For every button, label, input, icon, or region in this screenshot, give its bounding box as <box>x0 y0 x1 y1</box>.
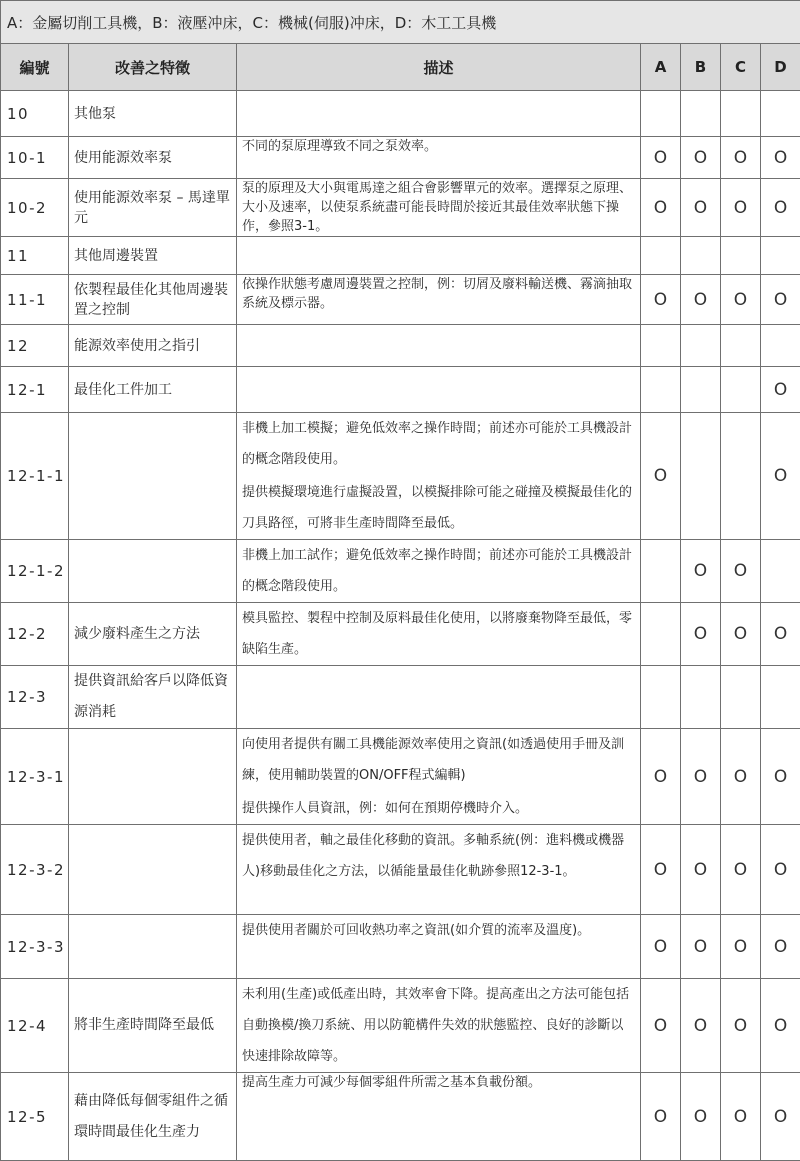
row-number: 12-1-2 <box>1 540 69 603</box>
row-feature: 依製程最佳化其他周邊裝置之控制 <box>69 275 237 325</box>
mark-cell-d <box>761 915 800 979</box>
row-description <box>237 91 641 137</box>
table-caption-row <box>1 1 800 44</box>
row-number: 12-3-2 <box>1 825 69 915</box>
mark-cell-d <box>761 137 800 179</box>
mark-cell-c <box>721 603 761 666</box>
mark-cell-b <box>681 367 721 413</box>
mark-cell-d <box>761 603 800 666</box>
row-description <box>237 979 641 1073</box>
row-feature <box>69 413 237 540</box>
row-number: 12-1-1 <box>1 413 69 540</box>
header-a: A <box>641 44 681 91</box>
circle-mark-icon: O <box>734 148 747 168</box>
circle-mark-icon: O <box>774 937 787 957</box>
mark-cell-c <box>721 91 761 137</box>
mark-cell-b <box>681 237 721 275</box>
row-feature: 提供資訊給客戶以降低資源消耗 <box>69 666 237 729</box>
header-no: 編號 <box>1 44 69 91</box>
circle-mark-icon: O <box>774 767 787 787</box>
header-d: D <box>761 44 800 91</box>
mark-cell-d <box>761 979 800 1073</box>
mark-cell-c <box>721 540 761 603</box>
description-paragraph: 提供使用者關於可回收熱功率之資訊(如介質的流率及溫度)。 <box>242 915 635 946</box>
table-row <box>1 979 800 1073</box>
row-feature: 其他周邊裝置 <box>69 237 237 275</box>
circle-mark-icon: O <box>694 561 707 581</box>
mark-cell-c <box>721 666 761 729</box>
row-number: 11 <box>1 237 69 275</box>
row-description <box>237 603 641 666</box>
circle-mark-icon: O <box>774 466 787 486</box>
mark-cell-b <box>681 325 721 367</box>
circle-mark-icon: O <box>734 624 747 644</box>
table-row <box>1 325 800 367</box>
mark-cell-a <box>641 367 681 413</box>
mark-cell-b <box>681 1073 721 1161</box>
row-feature <box>69 540 237 603</box>
row-number: 10-1 <box>1 137 69 179</box>
header-b: B <box>681 44 721 91</box>
table-row <box>1 729 800 825</box>
row-description <box>237 237 641 275</box>
header-c: C <box>721 44 761 91</box>
circle-mark-icon: O <box>654 198 667 218</box>
row-number: 10-2 <box>1 179 69 237</box>
mark-cell-d <box>761 413 800 540</box>
description-paragraph: 依操作狀態考慮周邊裝置之控制，例：切屑及廢料輸送機、霧滴抽取系統及標示器。 <box>242 275 635 313</box>
row-number: 12-2 <box>1 603 69 666</box>
row-feature <box>69 915 237 979</box>
mark-cell-b <box>681 729 721 825</box>
mark-cell-c <box>721 237 761 275</box>
row-description <box>237 275 641 325</box>
row-description <box>237 1073 641 1161</box>
circle-mark-icon: O <box>734 937 747 957</box>
mark-cell-b <box>681 915 721 979</box>
circle-mark-icon: O <box>654 937 667 957</box>
header-feature: 改善之特徵 <box>69 44 237 91</box>
table-row <box>1 275 800 325</box>
circle-mark-icon: O <box>734 561 747 581</box>
description-paragraph: 提供模擬環境進行虛擬設置，以模擬排除可能之碰撞及模擬最佳化的刀具路徑，可將非生產時間降至最低。 <box>242 477 635 539</box>
row-number: 12-3 <box>1 666 69 729</box>
mark-cell-c <box>721 1073 761 1161</box>
table-row <box>1 666 800 729</box>
circle-mark-icon: O <box>774 148 787 168</box>
table-row <box>1 915 800 979</box>
table-row <box>1 179 800 237</box>
row-description <box>237 540 641 603</box>
mark-cell-b <box>681 979 721 1073</box>
row-feature <box>69 825 237 915</box>
row-number: 12-3-3 <box>1 915 69 979</box>
circle-mark-icon: O <box>734 290 747 310</box>
mark-cell-a <box>641 325 681 367</box>
mark-cell-d <box>761 825 800 915</box>
circle-mark-icon: O <box>734 860 747 880</box>
mark-cell-a <box>641 915 681 979</box>
table-row <box>1 237 800 275</box>
description-paragraph: 模具監控、製程中控制及原料最佳化使用，以將廢棄物降至最低，零缺陷生產。 <box>242 603 635 665</box>
circle-mark-icon: O <box>654 767 667 787</box>
mark-cell-b <box>681 91 721 137</box>
mark-cell-b <box>681 275 721 325</box>
description-paragraph: 不同的泵原理導致不同之泵效率。 <box>242 137 635 156</box>
mark-cell-d <box>761 540 800 603</box>
mark-cell-b <box>681 179 721 237</box>
mark-cell-d <box>761 367 800 413</box>
circle-mark-icon: O <box>654 1107 667 1127</box>
row-feature: 減少廢料產生之方法 <box>69 603 237 666</box>
circle-mark-icon: O <box>694 290 707 310</box>
description-paragraph: 提供操作人員資訊，例：如何在預期停機時介入。 <box>242 793 635 824</box>
mark-cell-b <box>681 666 721 729</box>
row-number: 12 <box>1 325 69 367</box>
mark-cell-c <box>721 825 761 915</box>
row-description <box>237 325 641 367</box>
circle-mark-icon: O <box>774 1016 787 1036</box>
circle-mark-icon: O <box>774 290 787 310</box>
description-paragraph: 提供使用者，軸之最佳化移動的資訊。多軸系統(例：進料機或機器人)移動最佳化之方法，以循能量最佳化軌跡參照12-3-1。 <box>242 825 635 887</box>
table-header-row <box>1 44 800 91</box>
header-desc: 描述 <box>237 44 641 91</box>
mark-cell-a <box>641 179 681 237</box>
row-description <box>237 915 641 979</box>
mark-cell-a <box>641 979 681 1073</box>
row-feature <box>69 729 237 825</box>
circle-mark-icon: O <box>654 148 667 168</box>
row-description <box>237 729 641 825</box>
row-number: 10 <box>1 91 69 137</box>
circle-mark-icon: O <box>654 290 667 310</box>
row-feature: 藉由降低每個零組件之循環時間最佳化生產力 <box>69 1073 237 1161</box>
row-description <box>237 367 641 413</box>
mark-cell-d <box>761 91 800 137</box>
mark-cell-d <box>761 666 800 729</box>
table-row <box>1 1073 800 1161</box>
mark-cell-c <box>721 979 761 1073</box>
mark-cell-d <box>761 325 800 367</box>
mark-cell-d <box>761 179 800 237</box>
table-row <box>1 137 800 179</box>
circle-mark-icon: O <box>694 624 707 644</box>
table-caption: A：金屬切削工具機，B：液壓冲床，C：機械(伺服)冲床，D：木工工具機 <box>1 1 800 44</box>
circle-mark-icon: O <box>734 198 747 218</box>
mark-cell-d <box>761 1073 800 1161</box>
table-row <box>1 367 800 413</box>
mark-cell-c <box>721 413 761 540</box>
description-paragraph: 非機上加工試作；避免低效率之操作時間；前述亦可能於工具機設計的概念階段使用。 <box>242 540 635 602</box>
circle-mark-icon: O <box>774 380 787 400</box>
circle-mark-icon: O <box>774 1107 787 1127</box>
mark-cell-a <box>641 540 681 603</box>
mark-cell-b <box>681 603 721 666</box>
row-description <box>237 666 641 729</box>
row-feature: 其他泵 <box>69 91 237 137</box>
mark-cell-d <box>761 729 800 825</box>
circle-mark-icon: O <box>734 1016 747 1036</box>
row-feature: 使用能源效率泵 <box>69 137 237 179</box>
description-paragraph: 向使用者提供有關工具機能源效率使用之資訊(如透過使用手冊及訓練，使用輔助裝置的ON/OFF程式編輯) <box>242 729 635 791</box>
mark-cell-a <box>641 825 681 915</box>
circle-mark-icon: O <box>774 624 787 644</box>
mark-cell-c <box>721 275 761 325</box>
row-feature: 將非生產時間降至最低 <box>69 979 237 1073</box>
mark-cell-c <box>721 325 761 367</box>
row-description <box>237 137 641 179</box>
row-description <box>237 179 641 237</box>
mark-cell-b <box>681 137 721 179</box>
circle-mark-icon: O <box>694 937 707 957</box>
mark-cell-c <box>721 915 761 979</box>
mark-cell-d <box>761 275 800 325</box>
mark-cell-a <box>641 237 681 275</box>
circle-mark-icon: O <box>774 198 787 218</box>
mark-cell-b <box>681 540 721 603</box>
circle-mark-icon: O <box>774 860 787 880</box>
mark-cell-a <box>641 413 681 540</box>
circle-mark-icon: O <box>734 767 747 787</box>
mark-cell-c <box>721 367 761 413</box>
mark-cell-c <box>721 179 761 237</box>
table-row <box>1 540 800 603</box>
circle-mark-icon: O <box>694 1107 707 1127</box>
row-feature: 最佳化工件加工 <box>69 367 237 413</box>
row-number: 11-1 <box>1 275 69 325</box>
circle-mark-icon: O <box>734 1107 747 1127</box>
mark-cell-b <box>681 825 721 915</box>
description-paragraph: 未利用(生產)或低產出時，其效率會下降。提高產出之方法可能包括自動換模/換刀系統、用以防範構件失效的狀態監控、良好的診斷以快速排除故障等。 <box>242 979 635 1072</box>
row-number: 12-3-1 <box>1 729 69 825</box>
mark-cell-c <box>721 729 761 825</box>
mark-cell-b <box>681 413 721 540</box>
mark-cell-a <box>641 137 681 179</box>
mark-cell-a <box>641 729 681 825</box>
circle-mark-icon: O <box>694 198 707 218</box>
circle-mark-icon: O <box>694 1016 707 1036</box>
table-row <box>1 91 800 137</box>
mark-cell-c <box>721 137 761 179</box>
mark-cell-a <box>641 275 681 325</box>
circle-mark-icon: O <box>694 767 707 787</box>
circle-mark-icon: O <box>654 1016 667 1036</box>
circle-mark-icon: O <box>694 860 707 880</box>
table-row <box>1 825 800 915</box>
mark-cell-a <box>641 666 681 729</box>
row-number: 12-1 <box>1 367 69 413</box>
mark-cell-a <box>641 1073 681 1161</box>
circle-mark-icon: O <box>654 860 667 880</box>
row-description <box>237 413 641 540</box>
row-number: 12-5 <box>1 1073 69 1161</box>
mark-cell-d <box>761 237 800 275</box>
row-description <box>237 825 641 915</box>
mark-cell-a <box>641 603 681 666</box>
description-paragraph: 提高生產力可減少每個零組件所需之基本負載份額。 <box>242 1073 635 1092</box>
description-paragraph: 泵的原理及大小與電馬達之組合會影響單元的效率。選擇泵之原理、大小及速率，以使泵系統盡可能長時間於接近其最佳效率狀態下操作，參照3-1。 <box>242 179 635 236</box>
circle-mark-icon: O <box>654 466 667 486</box>
mark-cell-a <box>641 91 681 137</box>
row-feature: 能源效率使用之指引 <box>69 325 237 367</box>
row-feature: 使用能源效率泵 – 馬達單元 <box>69 179 237 237</box>
circle-mark-icon: O <box>694 148 707 168</box>
table-row <box>1 603 800 666</box>
table-row <box>1 413 800 540</box>
description-paragraph: 非機上加工模擬；避免低效率之操作時間；前述亦可能於工具機設計的概念階段使用。 <box>242 413 635 475</box>
row-number: 12-4 <box>1 979 69 1073</box>
